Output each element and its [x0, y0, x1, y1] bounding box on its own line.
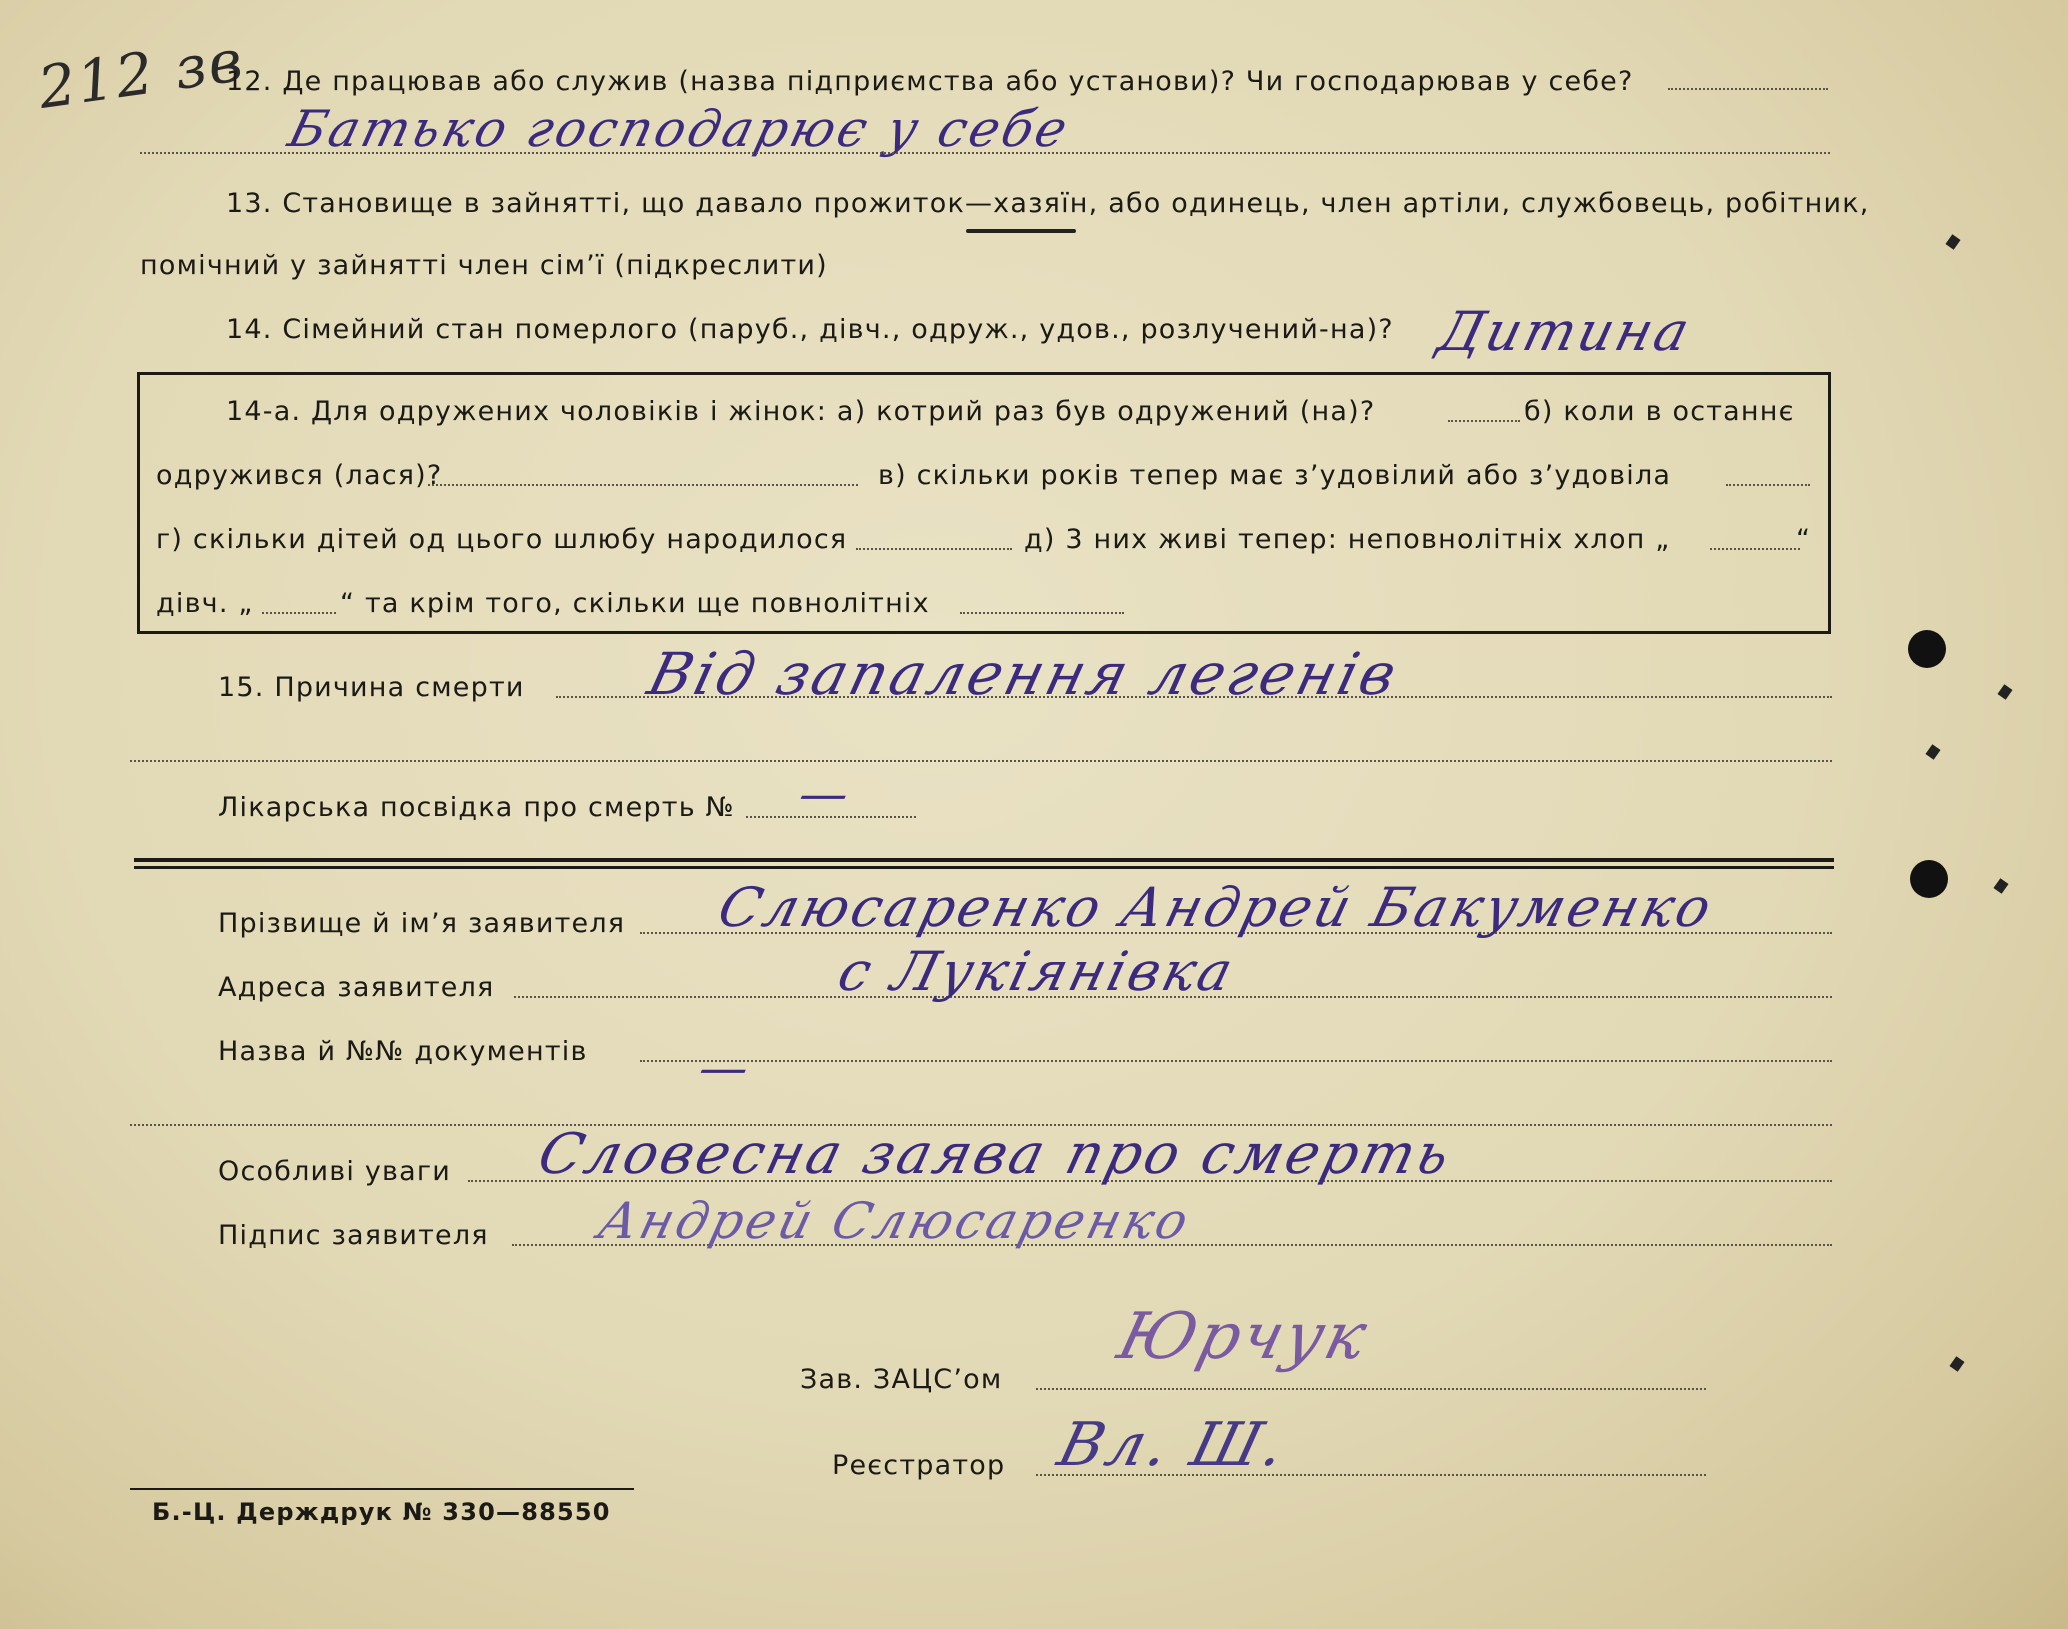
q14a-line3-c: “ [1796, 524, 1812, 555]
printer-imprint: Б.-Ц. Держдрук № 330—88550 [152, 1498, 611, 1526]
applicant-notes-value: Словесна заява про смерть [531, 1122, 1460, 1187]
applicant-name-value: Слюсаренко Андрей Бакуменко [712, 876, 1721, 939]
registrar-label: Реєстратор [832, 1450, 1006, 1481]
q14a-dots-5 [1710, 548, 1800, 550]
head-signature: Юрчук [1110, 1300, 1377, 1374]
q14a-line4-a: дівч. „ [156, 588, 254, 619]
q14a-line1-a: 14-а. Для одружених чоловіків і жінок: а) котрий раз був одружений (на)? [226, 396, 1376, 427]
q14a-dots-4 [856, 548, 1012, 550]
applicant-address-label: Адреса заявителя [218, 972, 495, 1003]
q13-label-line1: 13. Становище в зайнятті, що давало прожиток—хазяїн, або одинець, член артіли, службовець, робітник, [226, 188, 1870, 219]
q14a-line3-a: г) скільки дітей од цього шлюбу народилося [156, 524, 848, 555]
q14a-line4-b: “ та крім того, скільки ще повнолітніх [340, 588, 930, 619]
q12-dotted-line [1668, 88, 1828, 90]
q14a-line1-b: б) коли в останнє [1524, 396, 1795, 427]
margin-mark-4 [1993, 878, 2008, 894]
archive-number: 212 зв [34, 25, 249, 123]
q14a-dots-6 [262, 612, 336, 614]
applicant-docs-label: Назва й №№ документів [218, 1036, 588, 1067]
margin-mark-1 [1945, 234, 1960, 250]
q15-label: 15. Причина смерти [218, 672, 525, 703]
registrar-signature: Вл. Ш. [1051, 1410, 1295, 1480]
head-line [1036, 1388, 1706, 1390]
q14a-line2-b: в) скільки років тепер має з’удовілий або з’удовіла [878, 460, 1672, 491]
binding-hole-2 [1910, 860, 1948, 898]
head-label: Зав. ЗАЦС’ом [800, 1364, 1003, 1395]
medical-answer: — [793, 766, 858, 822]
applicant-signature-label: Підпис заявителя [218, 1220, 489, 1251]
q14a-dots-3 [1726, 484, 1810, 486]
q12-answer: Батько господарює у себе [282, 100, 1076, 158]
separator-top [134, 858, 1834, 862]
applicant-notes-label: Особливі уваги [218, 1156, 452, 1187]
q13-underline [966, 229, 1076, 233]
binding-hole-1 [1908, 630, 1946, 668]
q14-label: 14. Сімейний стан померлого (паруб., дівч., одруж., удов., розлучений-на)? [226, 314, 1394, 345]
applicant-docs-value: — [693, 1040, 758, 1096]
printer-rule [130, 1488, 634, 1490]
q14a-dots-1 [1448, 420, 1520, 422]
q13-label-line2: помічний у зайнятті член сім’ї (підкреслити) [140, 250, 828, 281]
separator-bottom [134, 866, 1834, 869]
applicant-name-label: Прізвище й ім’я заявителя [218, 908, 626, 939]
q12-answer-line [140, 152, 1830, 154]
q14a-line3-b: д) 3 них живі тепер: неповнолітніх хлоп „ [1024, 524, 1671, 555]
q14a-dots-2 [428, 484, 858, 486]
q14-answer: Дитина [1432, 300, 1699, 363]
q15-line-2 [130, 760, 1832, 762]
medical-label: Лікарська посвідка про смерть № [218, 792, 735, 823]
q15-answer: Від запалення легенів [641, 640, 1406, 708]
applicant-signature-value: Андрей Слюсаренко [592, 1192, 1197, 1250]
margin-mark-2 [1997, 684, 2012, 700]
applicant-address-value: с Лукіянівка [832, 940, 1242, 1003]
margin-mark-3 [1925, 744, 1940, 760]
q14a-line2-a: одружився (лася)? [156, 460, 443, 491]
margin-mark-5 [1949, 1356, 1964, 1372]
q14a-dots-7 [960, 612, 1124, 614]
q12-label: 12. Де працював або служив (назва підприємства або установи)? Чи господарював у себе? [226, 66, 1634, 97]
applicant-docs-line [640, 1060, 1832, 1062]
